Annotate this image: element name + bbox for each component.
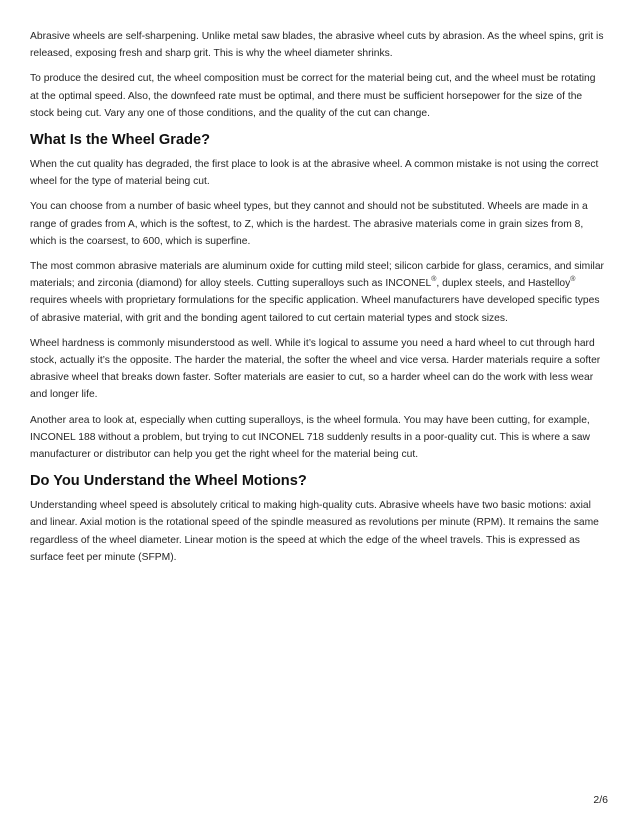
section-heading-wheel-grade: What Is the Wheel Grade? — [30, 132, 211, 149]
section-heading-wheel-motions: Do You Understand the Wheel Motions? — [30, 473, 307, 490]
wheel-grade-paragraph-4: Wheel hardness is commonly misunderstood as well. While it’s logical to assume you need a hard wheel to cut through hard stock, actually it’s the opposite. The harder the material, the softer the wheel and vice versa. Harder materials require a softer abrasive wheel that breaks down faster. Softer materials are easier to cut, so a harder wheel can do the work with less wear and longer life. — [30, 337, 601, 401]
wheel-grade-paragraph-1: When the cut quality has degraded, the first place to look is at the abrasive wheel. A common mistake is not using the correct wheel for the type of material being cut. — [30, 159, 599, 188]
paragraph-3-part-a: The most common abrasive materials are aluminum oxide for cutting mild steel; silicon carbide for glass, ceramics, and similar materials; and zirconia (diamond) for alloy steels. Cutting superalloys such as INCONEL — [30, 261, 604, 290]
wheel-grade-paragraph-5: Another area to look at, especially when cutting superalloys, is the wheel formula. You may have been cutting, for example, INCONEL 188 without a problem, but trying to cut INCONEL 718 suddenly results in a poor-quality cut. This is where a saw manufacturer or distributor can help you get the right wheel for the material being cut. — [30, 414, 590, 461]
wheel-grade-paragraph-3 — [30, 258, 604, 327]
registered-mark-2: ® — [570, 275, 576, 283]
intro-paragraph-2: To produce the desired cut, the wheel composition must be correct for the material being cut, and the wheel must be rotating at the optimal speed. Also, the downfeed rate must be optimal, and there must be sufficient horsepower for the size of the stock being cut. Vary any one of those conditions, and the quality of the cut can change. — [30, 73, 596, 119]
paragraph-3-part-c: requires wheels with proprietary formulations for the specific application. Wheel manufacturers have developed specific types of abrasive material, with grit and the bonding agent tailored to cut certain material types and stock sizes. — [30, 295, 600, 324]
wheel-motions-paragraph-1: Understanding wheel speed is absolutely critical to making high-quality cuts. Abrasive wheels have two basic motions: axial and linear. Axial motion is the rotational speed of the spindle measured as revolutions per minute (RPM). It remains the same regardless of the wheel diameter. Linear motion is the speed at which the edge of the wheel travels. This is expressed as surface feet per minute (SFPM). — [30, 500, 599, 563]
registered-mark-1: ® — [431, 275, 437, 283]
paragraph-3-part-b: , duplex steels, and Hastelloy — [436, 278, 571, 290]
intro-paragraph-1: Abrasive wheels are self-sharpening. Unlike metal saw blades, the abrasive wheel cuts by abrasion. As the wheel spins, grit is released, exposing fresh and sharp grit. This is why the wheel diameter shrinks. — [30, 31, 604, 60]
page-number: 2/6 — [593, 794, 608, 806]
wheel-grade-paragraph-2: You can choose from a number of basic wheel types, but they cannot and should not be substituted. Wheels are made in a range of grades from A, which is the softest, to Z, which is the hardest. The abrasive materials come in grain sizes from 8, which is the coarsest, to 600, which is superfine. — [30, 201, 588, 247]
